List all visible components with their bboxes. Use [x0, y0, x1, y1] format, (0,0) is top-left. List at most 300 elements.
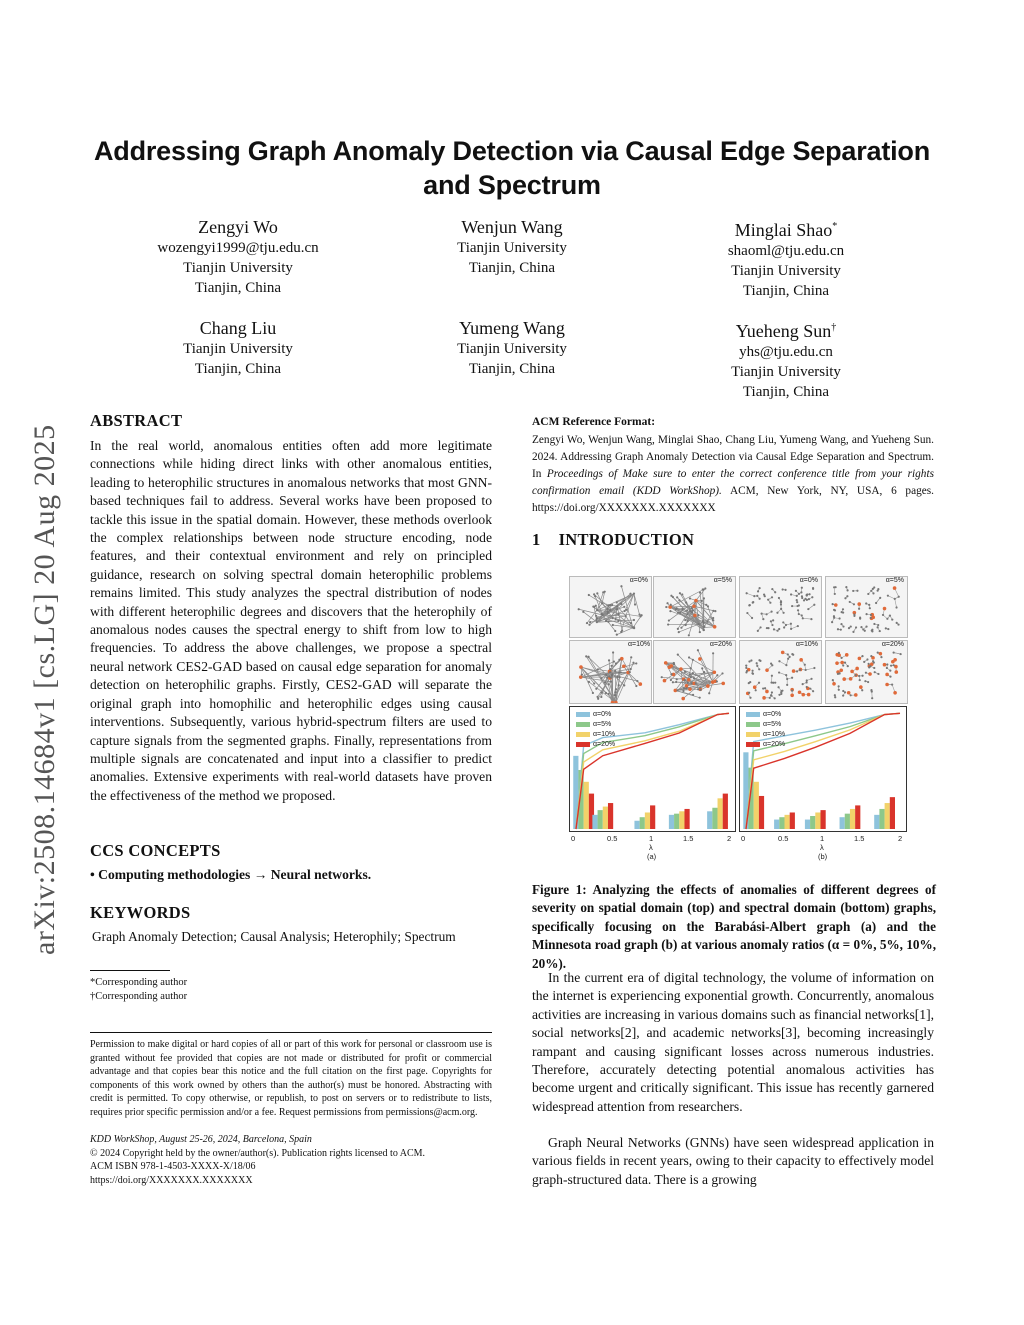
spectrum-bar	[779, 817, 784, 829]
spectrum-bar	[855, 805, 860, 829]
network-node	[697, 649, 699, 651]
spectrum-bar	[645, 812, 650, 829]
author-name	[686, 216, 886, 241]
author-affiliation: Tianjin University	[457, 240, 567, 256]
author-name: Zengyi Wo	[198, 217, 278, 237]
spectrum-bar	[821, 810, 826, 829]
network-node	[758, 659, 760, 661]
network-plot	[826, 641, 907, 703]
anomalous-node	[692, 604, 696, 608]
network-node	[746, 592, 748, 594]
network-node	[752, 601, 754, 603]
network-node	[606, 676, 608, 678]
spectrum-bar	[592, 815, 597, 829]
network-node	[699, 697, 701, 699]
network-node	[682, 690, 684, 692]
network-node	[597, 698, 599, 700]
network-node	[619, 676, 621, 678]
network-node	[842, 664, 844, 666]
network-node	[704, 587, 706, 589]
network-node	[716, 674, 718, 676]
anomalous-node	[854, 693, 858, 697]
network-node	[877, 626, 879, 628]
spectrum-bar	[759, 796, 764, 829]
panel-label: α=20%	[881, 641, 904, 648]
author-location: Tianjin, China	[468, 260, 556, 276]
network-node	[697, 614, 699, 616]
network-node	[797, 609, 799, 611]
network-node	[804, 664, 806, 666]
network-node	[771, 596, 773, 598]
spectrum-bar	[634, 821, 639, 829]
network-node	[789, 656, 791, 658]
chart-title: (b)	[818, 852, 828, 861]
network-node	[614, 694, 616, 696]
network-node	[870, 617, 872, 619]
network-node	[894, 598, 896, 600]
network-node	[690, 682, 692, 684]
author-mark: *	[832, 221, 838, 232]
network-node	[620, 603, 622, 605]
network-node	[780, 603, 782, 605]
graph-panel-b-0	[739, 576, 822, 638]
spectrum-bar	[815, 812, 820, 829]
spectrum-bar	[679, 811, 684, 829]
anomalous-node	[835, 661, 839, 665]
network-node	[751, 670, 753, 672]
keywords-heading: KEYWORDS	[90, 903, 191, 922]
network-node	[630, 656, 632, 658]
network-node	[853, 613, 855, 615]
author-affiliation: Tianjin University	[731, 364, 841, 380]
network-node	[692, 694, 694, 696]
network-node	[886, 618, 888, 620]
network-node	[771, 664, 773, 666]
network-node	[588, 624, 590, 626]
legend-item	[576, 720, 615, 730]
network-node	[689, 597, 691, 599]
network-node	[685, 601, 687, 603]
network-node	[840, 629, 842, 631]
network-node	[676, 596, 678, 598]
network-node	[596, 617, 598, 619]
network-node	[791, 605, 793, 607]
network-node	[636, 680, 638, 682]
graph-panel-b-5	[825, 576, 908, 638]
author-location: Tianjin, China	[742, 283, 830, 299]
panel-label: α=10%	[628, 641, 651, 648]
network-node	[703, 671, 705, 673]
anomalous-node	[721, 682, 725, 686]
network-node	[805, 681, 807, 683]
network-node	[877, 673, 879, 675]
author-block	[412, 216, 612, 278]
network-node	[699, 631, 701, 633]
graph-panel-a-20	[653, 640, 736, 704]
x-axis-label: λ	[649, 843, 653, 852]
legend-item	[746, 720, 785, 730]
network-node	[771, 675, 773, 677]
network-node	[608, 659, 610, 661]
anomalous-node	[857, 602, 861, 606]
graph-panel-a-10	[569, 640, 652, 704]
anomalous-node	[669, 664, 673, 668]
network-node	[796, 599, 798, 601]
network-node	[791, 653, 793, 655]
network-edge	[895, 599, 897, 608]
network-node	[688, 634, 690, 636]
network-node	[595, 688, 597, 690]
network-node	[749, 697, 751, 699]
author-affiliation: Tianjin University	[457, 341, 567, 357]
network-node	[858, 675, 860, 677]
network-node	[780, 601, 782, 603]
network-node	[870, 655, 872, 657]
anomalous-node	[790, 694, 794, 698]
network-node	[778, 597, 780, 599]
network-node	[855, 626, 857, 628]
network-node	[838, 689, 840, 691]
author-name	[686, 317, 886, 342]
legend-label: α=5%	[593, 721, 612, 728]
network-node	[615, 662, 617, 664]
network-node	[865, 613, 867, 615]
network-node	[867, 593, 869, 595]
network-node	[778, 694, 780, 696]
legend-item	[576, 740, 615, 750]
network-node	[839, 617, 841, 619]
network-node	[871, 630, 873, 632]
network-node	[588, 681, 590, 683]
network-node	[802, 683, 804, 685]
network-node	[706, 621, 708, 623]
legend-item	[746, 730, 785, 740]
anomalous-node	[694, 599, 698, 603]
network-node	[837, 628, 839, 630]
network-node	[690, 676, 692, 678]
network-node	[597, 668, 599, 670]
network-node	[672, 596, 674, 598]
network-node	[871, 697, 873, 699]
network-node	[870, 614, 872, 616]
anomalous-node	[579, 665, 583, 669]
network-node	[610, 680, 612, 682]
network-node	[873, 661, 875, 663]
anomalous-node	[706, 684, 710, 688]
network-node	[783, 626, 785, 628]
network-node	[872, 588, 874, 590]
network-node	[882, 614, 884, 616]
network-node	[617, 620, 619, 622]
network-node	[600, 696, 602, 698]
network-node	[774, 591, 776, 593]
spectrum-bar	[707, 811, 712, 829]
network-node	[800, 591, 802, 593]
network-edge	[617, 628, 633, 635]
copyright-line: © 2024 Copyright held by the owner/author(s). Publication rights licensed to ACM.	[90, 1148, 426, 1159]
graph-panel-b-10	[739, 640, 822, 704]
network-node	[612, 617, 614, 619]
network-node	[582, 611, 584, 613]
anomalous-node	[688, 687, 692, 691]
network-node	[592, 605, 594, 607]
network-node	[850, 694, 852, 696]
legend-item	[576, 710, 615, 720]
network-node	[790, 593, 792, 595]
network-node	[611, 604, 613, 606]
anomalous-node	[807, 693, 811, 697]
anomalous-node	[762, 696, 766, 700]
network-node	[675, 607, 677, 609]
network-node	[870, 689, 872, 691]
network-node	[629, 593, 631, 595]
network-node	[751, 672, 753, 674]
network-node	[802, 617, 804, 619]
network-node	[596, 621, 598, 623]
network-node	[891, 618, 893, 620]
intro-title: INTRODUCTION	[558, 530, 695, 549]
network-node	[767, 627, 769, 629]
network-node	[677, 611, 679, 613]
network-node	[600, 677, 602, 679]
network-edge	[779, 673, 786, 676]
network-node	[680, 627, 682, 629]
network-node	[898, 596, 900, 598]
network-node	[592, 692, 594, 694]
network-plot	[654, 641, 735, 703]
legend-swatch	[746, 732, 760, 737]
spectrum-bar	[650, 805, 655, 829]
anomalous-node	[832, 682, 836, 686]
doi-line: https://doi.org/XXXXXXX.XXXXXXX	[90, 1175, 253, 1186]
anomalous-node	[850, 670, 854, 674]
network-node	[611, 674, 613, 676]
author-block	[138, 317, 338, 379]
network-node	[683, 687, 685, 689]
legend-item	[576, 730, 615, 740]
network-node	[745, 671, 747, 673]
spectrum-bar	[754, 782, 759, 829]
x-tick-label: 1.5	[854, 834, 865, 843]
anomalous-node	[685, 684, 689, 688]
network-node	[767, 599, 769, 601]
network-node	[867, 681, 869, 683]
network-node	[749, 604, 751, 606]
network-node	[676, 689, 678, 691]
network-node	[786, 678, 788, 680]
network-node	[751, 617, 753, 619]
abstract-heading: ABSTRACT	[90, 411, 183, 430]
network-node	[770, 610, 772, 612]
network-node	[607, 612, 609, 614]
x-tick-label: 2	[898, 834, 903, 843]
network-node	[889, 676, 891, 678]
network-node	[806, 594, 808, 596]
network-node	[635, 685, 637, 687]
network-node	[608, 675, 610, 677]
network-node	[855, 674, 857, 676]
author-name: Chang Liu	[199, 318, 277, 338]
network-node	[861, 675, 863, 677]
network-node	[784, 589, 786, 591]
anomalous-node	[885, 673, 889, 677]
network-node	[842, 694, 844, 696]
network-node	[699, 591, 701, 593]
network-node	[673, 662, 675, 664]
network-node	[687, 682, 689, 684]
spectrum-bar	[879, 809, 884, 829]
x-tick-label: 2	[727, 834, 732, 843]
network-node	[868, 604, 870, 606]
anomalous-node	[753, 685, 757, 689]
network-node	[831, 621, 833, 623]
network-node	[701, 667, 703, 669]
network-node	[782, 612, 784, 614]
network-node	[607, 693, 609, 695]
network-node	[605, 692, 607, 694]
network-node	[833, 615, 835, 617]
spectrum-bar	[885, 803, 890, 829]
network-node	[618, 671, 620, 673]
network-node	[834, 696, 836, 698]
spectrum-bar	[850, 809, 855, 829]
network-node	[689, 610, 691, 612]
network-node	[596, 696, 598, 698]
network-node	[791, 677, 793, 679]
network-node	[813, 604, 815, 606]
network-node	[759, 598, 761, 600]
arxiv-identifier: arXiv:2508.14684v1 [cs.LG] 20 Aug 2025	[28, 424, 61, 955]
network-node	[614, 691, 616, 693]
network-node	[618, 613, 620, 615]
network-node	[749, 681, 751, 683]
network-node	[679, 592, 681, 594]
network-node	[839, 672, 841, 674]
panel-label: α=5%	[885, 577, 904, 584]
network-node	[703, 625, 705, 627]
network-plot	[740, 641, 821, 703]
network-plot	[570, 641, 651, 703]
acm-ref-part-1: Zengyi Wo, Wenjun Wang, Minglai Shao, Chang Liu, Yumeng Wang, and Yueheng Sun. 2024. Addressing Graph Anomaly Detection via Causal Edge Separation and Spectrum. In	[532, 434, 934, 480]
network-node	[587, 656, 589, 658]
network-node	[757, 590, 759, 592]
network-node	[758, 682, 760, 684]
network-node	[667, 623, 669, 625]
anomalous-node	[883, 607, 887, 611]
network-node	[625, 609, 627, 611]
network-node	[772, 682, 774, 684]
spectrum-bar	[674, 814, 679, 829]
network-node	[702, 588, 704, 590]
network-edge	[888, 596, 895, 599]
network-edge	[808, 605, 814, 609]
network-node	[596, 592, 598, 594]
network-node	[842, 608, 844, 610]
author-name-text: Minglai Shao	[734, 220, 833, 240]
network-node	[856, 590, 858, 592]
network-node	[604, 681, 606, 683]
network-node	[675, 681, 677, 683]
anomalous-node	[687, 678, 691, 682]
anomalous-node	[713, 625, 717, 629]
network-node	[863, 661, 865, 663]
network-node	[616, 601, 618, 603]
network-node	[773, 628, 775, 630]
network-node	[614, 630, 616, 632]
network-node	[616, 634, 618, 636]
ccs-heading: CCS CONCEPTS	[90, 841, 221, 860]
network-node	[770, 694, 772, 696]
acm-ref-part-2: ACM, New York, NY, USA, 6 pages. https://doi.org/XXXXXXX.XXXXXXX	[532, 485, 934, 514]
spectrum-bar	[669, 815, 674, 829]
venue-line: KDD WorkShop, August 25-26, 2024, Barcelona, Spain	[90, 1134, 312, 1145]
network-node	[832, 679, 834, 681]
spectrum-chart-b	[739, 706, 907, 832]
anomalous-node	[698, 657, 702, 661]
network-node	[798, 613, 800, 615]
network-node	[588, 594, 590, 596]
legend-swatch	[746, 712, 760, 717]
network-plot	[740, 577, 821, 637]
network-node	[852, 590, 854, 592]
network-node	[877, 624, 879, 626]
x-axis-label: λ	[820, 843, 824, 852]
network-node	[806, 686, 808, 688]
network-node	[889, 614, 891, 616]
network-node	[641, 614, 643, 616]
panel-label: α=10%	[795, 641, 818, 648]
network-node	[870, 590, 872, 592]
network-node	[756, 665, 758, 667]
anomalous-node	[840, 661, 844, 665]
anomalous-node	[834, 603, 838, 607]
network-node	[790, 628, 792, 630]
network-node	[762, 687, 764, 689]
network-node	[586, 622, 588, 624]
anomalous-node	[792, 669, 796, 673]
network-node	[630, 622, 632, 624]
network-node	[801, 595, 803, 597]
network-node	[833, 609, 835, 611]
legend-label: α=0%	[763, 711, 782, 718]
anomalous-node	[839, 668, 843, 672]
chart-legend	[576, 710, 615, 750]
network-node	[634, 603, 636, 605]
author-name-text: Yueheng Sun	[735, 321, 832, 341]
network-node	[772, 619, 774, 621]
legend-label: α=0%	[593, 711, 612, 718]
network-node	[879, 630, 881, 632]
network-node	[861, 655, 863, 657]
network-node	[601, 613, 603, 615]
network-node	[771, 588, 773, 590]
anomalous-node	[842, 677, 846, 681]
anomalous-node	[664, 661, 668, 665]
network-node	[785, 674, 787, 676]
legend-label: α=5%	[763, 721, 782, 728]
anomalous-node	[858, 657, 862, 661]
network-node	[712, 610, 714, 612]
network-node	[593, 593, 595, 595]
network-node	[776, 630, 778, 632]
network-node	[845, 586, 847, 588]
spectrum-bar	[603, 807, 608, 829]
network-node	[844, 597, 846, 599]
legend-swatch	[576, 742, 590, 747]
network-node	[769, 697, 771, 699]
anomalous-node	[681, 697, 685, 701]
anomalous-node	[855, 667, 859, 671]
